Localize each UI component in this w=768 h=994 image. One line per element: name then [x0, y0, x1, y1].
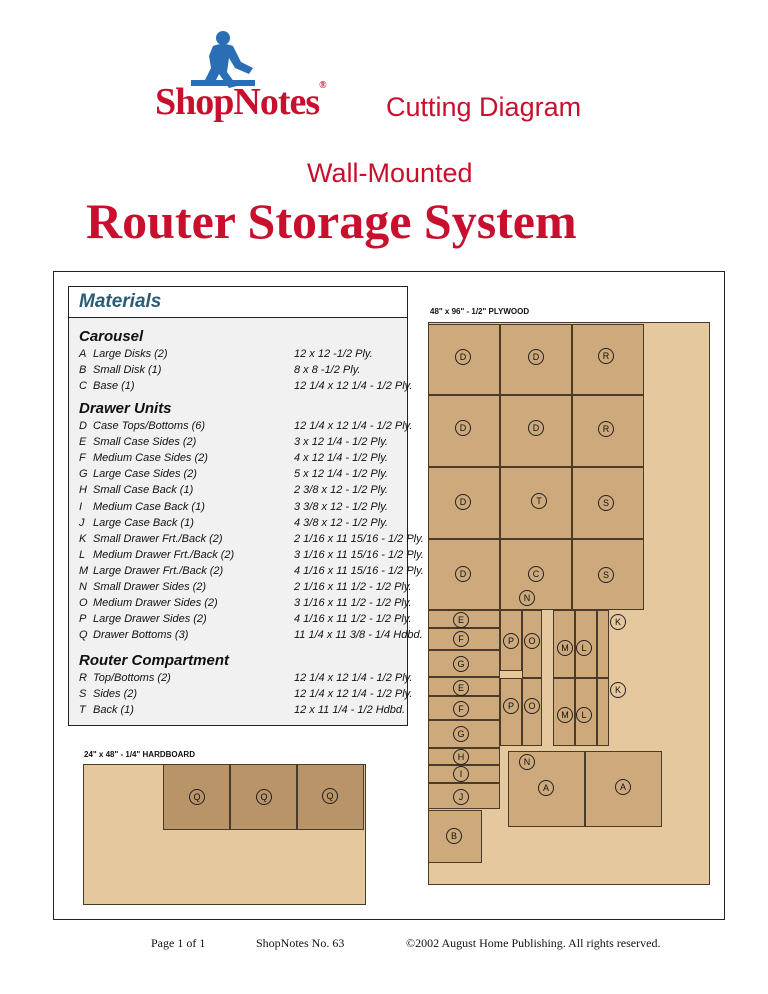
part-label: N [519, 590, 535, 606]
part-label: I [453, 766, 469, 782]
logo-wordmark-text: ShopNotes [155, 81, 320, 123]
part-label: D [455, 566, 471, 582]
material-dimension: 3 x 12 1/4 - 1/2 Ply. [294, 436, 388, 449]
materials-section-heading: Drawer Units [79, 400, 172, 417]
material-name: Large Disks (2) [93, 348, 168, 360]
material-dimension: 2 3/8 x 12 - 1/2 Ply. [294, 484, 388, 497]
material-code: D [79, 420, 87, 432]
material-code: K [79, 532, 87, 545]
material-dimension: 2 1/16 x 11 15/16 - 1/2 Ply. [294, 532, 424, 545]
material-name: Drawer Bottoms (3) [93, 629, 189, 642]
material-code: N [79, 581, 87, 593]
material-name: Medium Case Back (1) [93, 500, 205, 513]
part-label: L [576, 640, 592, 656]
part-label: D [455, 349, 471, 365]
material-code: I [79, 500, 83, 513]
part-label: G [453, 726, 469, 742]
material-code: Q [79, 629, 88, 642]
part-label: L [576, 707, 592, 723]
part-label: Q [189, 789, 205, 805]
logo-registered-mark: ® [319, 80, 326, 91]
part-label: D [455, 494, 471, 510]
part-label: O [524, 698, 540, 714]
material-code: L [79, 548, 86, 561]
material-dimension: 12 1/4 x 12 1/4 - 1/2 Ply. [294, 380, 413, 393]
part-label: A [615, 779, 631, 795]
part-label: E [453, 680, 469, 696]
material-name: Base (1) [93, 380, 135, 393]
part-label: K [610, 614, 626, 630]
part-label: S [598, 567, 614, 583]
material-name: Large Drawer Frt./Back (2) [93, 564, 224, 577]
part-label: N [519, 754, 535, 770]
material-code: M [79, 564, 89, 577]
part-label: T [531, 493, 547, 509]
page-subtitle: Wall-Mounted [307, 158, 473, 188]
material-name: Large Case Back (1) [93, 516, 194, 529]
part-label: S [598, 495, 614, 511]
plywood-part [597, 610, 609, 678]
material-name: Back (1) [93, 704, 134, 717]
material-dimension: 12 x 11 1/4 - 1/2 Hdbd. [294, 704, 406, 717]
part-label: E [453, 612, 469, 628]
material-name: Medium Drawer Sides (2) [93, 597, 218, 610]
material-dimension: 11 1/4 x 11 3/8 - 1/4 Hdbd. [294, 629, 423, 642]
material-name: Small Disk (1) [93, 364, 162, 377]
material-name: Small Case Sides (2) [93, 436, 197, 449]
part-label: A [538, 780, 554, 796]
material-dimension: 3 3/8 x 12 - 1/2 Ply. [294, 500, 388, 513]
footer-issue: ShopNotes No. 63 [256, 936, 345, 950]
logo-wordmark [155, 80, 326, 124]
part-label: J [453, 789, 469, 805]
material-dimension: 12 x 12 -1/2 Ply. [294, 348, 373, 360]
hardboard-sheet-label: 24" x 48" - 1/4" HARDBOARD [84, 750, 195, 759]
footer-page: Page 1 of 1 [151, 936, 206, 950]
material-name: Sides (2) [93, 688, 138, 701]
material-name: Small Drawer Frt./Back (2) [93, 532, 223, 545]
material-name: Large Drawer Sides (2) [93, 613, 207, 626]
plywood-sheet-label: 48" x 96" - 1/2" PLYWOOD [430, 307, 530, 316]
materials-section-heading: Router Compartment [79, 652, 230, 669]
part-label: B [446, 828, 462, 844]
material-dimension: 12 1/4 x 12 1/4 - 1/2 Ply. [294, 688, 413, 701]
material-code: B [79, 364, 87, 377]
material-code: S [79, 688, 87, 701]
material-name: Top/Bottoms (2) [93, 672, 171, 684]
material-dimension: 12 1/4 x 12 1/4 - 1/2 Ply. [294, 420, 413, 432]
material-code: A [79, 348, 87, 360]
material-dimension: 8 x 8 -1/2 Ply. [294, 364, 361, 377]
part-label: O [524, 633, 540, 649]
material-code: J [79, 516, 85, 529]
material-name: Medium Case Sides (2) [93, 452, 208, 465]
material-dimension: 2 1/16 x 11 1/2 - 1/2 Ply. [294, 581, 412, 593]
part-label: M [557, 640, 573, 656]
material-dimension: 4 1/16 x 11 1/2 - 1/2 Ply. [294, 613, 412, 626]
material-name: Small Case Back (1) [93, 484, 194, 497]
material-code: P [79, 613, 87, 626]
part-label: Q [256, 789, 272, 805]
part-label: P [503, 698, 519, 714]
material-dimension: 4 1/16 x 11 15/16 - 1/2 Ply. [294, 564, 424, 577]
material-dimension: 5 x 12 1/4 - 1/2 Ply. [294, 468, 388, 481]
page-title: Router Storage System [86, 193, 577, 249]
material-dimension: 4 x 12 1/4 - 1/2 Ply. [294, 452, 388, 465]
material-code: C [79, 380, 87, 393]
material-name: Large Case Sides (2) [93, 468, 197, 481]
material-name: Case Tops/Bottoms (6) [93, 420, 206, 432]
material-dimension: 3 1/16 x 11 1/2 - 1/2 Ply. [294, 597, 412, 610]
materials-section-heading: Carousel [79, 328, 144, 345]
material-code: O [79, 597, 88, 610]
doc-type: Cutting Diagram [386, 92, 582, 122]
part-label: P [503, 633, 519, 649]
part-label: D [528, 349, 544, 365]
part-label: F [453, 631, 469, 647]
material-code: E [79, 436, 87, 449]
part-label: R [598, 421, 614, 437]
part-label: M [557, 707, 573, 723]
part-label: H [453, 749, 469, 765]
material-name: Medium Drawer Frt./Back (2) [93, 548, 235, 561]
material-name: Small Drawer Sides (2) [93, 581, 207, 593]
part-label: C [528, 566, 544, 582]
part-label: Q [322, 788, 338, 804]
materials-heading: Materials [69, 287, 407, 318]
material-code: H [79, 484, 87, 497]
material-dimension: 4 3/8 x 12 - 1/2 Ply. [294, 516, 388, 529]
material-dimension: 12 1/4 x 12 1/4 - 1/2 Ply. [294, 672, 413, 684]
material-code: F [79, 452, 86, 465]
part-label: G [453, 656, 469, 672]
plywood-part [597, 678, 609, 746]
part-label: D [455, 420, 471, 436]
part-label: R [598, 348, 614, 364]
part-label: F [453, 701, 469, 717]
part-label: D [528, 420, 544, 436]
logo [155, 28, 355, 128]
material-code: G [79, 468, 88, 481]
material-code: T [79, 704, 86, 717]
footer-copyright: ©2002 August Home Publishing. All rights reserved. [406, 936, 661, 950]
material-dimension: 3 1/16 x 11 15/16 - 1/2 Ply. [294, 548, 424, 561]
material-code: R [79, 672, 87, 684]
part-label: K [610, 682, 626, 698]
